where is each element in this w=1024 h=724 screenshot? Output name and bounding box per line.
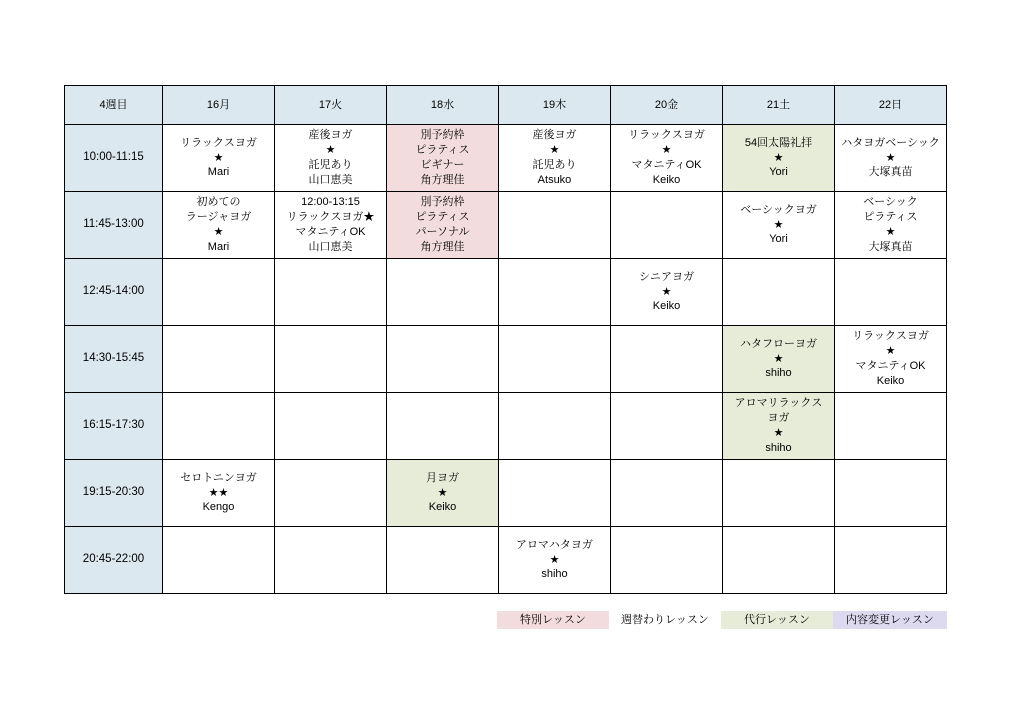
class-entry-line: Mari: [207, 166, 230, 179]
class-entry-line: Keiko: [876, 374, 905, 387]
class-entry: [276, 195, 385, 254]
schedule-cell-empty: [499, 259, 611, 326]
header-day-4: 20金: [611, 86, 723, 125]
schedule-cell-empty: [835, 393, 947, 460]
table-header: [65, 86, 947, 125]
class-entry-line: リラックスヨガ: [628, 129, 705, 142]
class-entry-line: 山口恵美: [308, 173, 353, 186]
class-entry-line: ★: [773, 427, 784, 439]
time-slot-label: 11:45-13:00: [65, 192, 163, 259]
class-entry-line: マタニティOK: [631, 159, 702, 171]
class-entry-line: 産後ヨガ: [308, 129, 353, 142]
class-entry-line: ★: [773, 352, 784, 365]
class-entry-line: ★: [661, 285, 672, 298]
schedule-cell-empty: [387, 527, 499, 594]
schedule-cell-empty: [163, 393, 275, 460]
time-slot-label: 10:00-11:15: [65, 125, 163, 192]
class-entry-line: ヨガ: [767, 412, 790, 425]
class-entry-line: 託児あり: [532, 159, 577, 171]
schedule-cell-class[interactable]: [499, 125, 611, 192]
class-entry-line: ピラティス: [863, 211, 918, 224]
schedule-cell-empty: [275, 460, 387, 527]
class-entry-line: Mari: [207, 240, 230, 253]
class-entry-line: 月ヨガ: [426, 471, 459, 484]
class-entry-line: 12:00-13:15: [301, 196, 360, 209]
class-entry-line: ★: [325, 144, 336, 157]
schedule-cell-empty: [835, 460, 947, 527]
schedule-cell-empty: [611, 527, 723, 594]
class-entry: [724, 396, 833, 455]
schedule-cell-empty: [499, 192, 611, 259]
class-entry-line: マタニティOK: [295, 226, 366, 238]
class-entry-line: 角方理佳: [420, 173, 465, 186]
schedule-cell-class[interactable]: [835, 125, 947, 192]
class-entry-line: ★: [661, 144, 672, 157]
schedule-cell-empty: [275, 259, 387, 326]
header-day-0: 16月: [163, 86, 275, 125]
class-entry-line: ピラティス: [415, 211, 470, 224]
time-slot-label: 20:45-22:00: [65, 527, 163, 594]
class-entry: [612, 128, 721, 187]
schedule-cell-empty: [499, 460, 611, 527]
class-entry-line: 山口恵美: [308, 240, 353, 253]
schedule-cell-empty: [611, 393, 723, 460]
class-entry: [164, 136, 273, 181]
class-entry-line: マタニティOK: [855, 360, 926, 372]
schedule-cell-class[interactable]: [723, 326, 835, 393]
schedule-cell-class[interactable]: [387, 192, 499, 259]
class-entry: [724, 337, 833, 382]
class-entry-line: ベーシック: [863, 196, 918, 209]
class-entry-line: 54回太陽礼拝: [744, 136, 813, 149]
schedule-row: [65, 192, 947, 259]
schedule-cell-class[interactable]: [723, 192, 835, 259]
schedule-cell-empty: [611, 192, 723, 259]
schedule-cell-empty: [275, 393, 387, 460]
schedule-cell-empty: [499, 326, 611, 393]
class-entry-line: ラージャヨガ: [185, 211, 252, 224]
legend-changed-lesson: 内容変更レッスン: [833, 611, 947, 629]
class-entry-line: Kengo: [202, 501, 235, 514]
header-week-label: 4週目: [65, 86, 163, 125]
class-schedule-table: [64, 85, 947, 594]
class-entry-line: Atsuko: [537, 173, 572, 186]
class-entry-line: リラックスヨガ: [852, 330, 929, 343]
class-entry-line: Keiko: [428, 501, 457, 514]
schedule-row: [65, 326, 947, 393]
class-entry-line: アロマリラックス: [734, 397, 823, 410]
class-entry: [500, 538, 609, 583]
time-slot-label: 16:15-17:30: [65, 393, 163, 460]
schedule-cell-empty: [611, 460, 723, 527]
schedule-cell-empty: [387, 326, 499, 393]
header-day-5: 21土: [723, 86, 835, 125]
header-day-2: 18水: [387, 86, 499, 125]
schedule-cell-class[interactable]: [723, 393, 835, 460]
class-entry-line: ピラティス: [415, 144, 470, 157]
class-entry-line: ベーシックヨガ: [740, 203, 817, 216]
schedule-row: [65, 125, 947, 192]
schedule-cell-class[interactable]: [275, 125, 387, 192]
class-entry-line: 別予約枠: [420, 196, 465, 209]
class-entry: [836, 195, 945, 254]
schedule-cell-empty: [835, 259, 947, 326]
class-entry-line: ★: [549, 144, 560, 157]
class-entry: [612, 270, 721, 315]
schedule-cell-class[interactable]: [499, 527, 611, 594]
header-day-6: 22日: [835, 86, 947, 125]
schedule-cell-empty: [723, 259, 835, 326]
class-entry-line: ★: [885, 345, 896, 358]
schedule-container: [64, 85, 946, 594]
schedule-cell-empty: [163, 326, 275, 393]
table-body: [65, 125, 947, 594]
time-slot-label: 12:45-14:00: [65, 259, 163, 326]
class-entry: [388, 195, 497, 254]
legend-substitute-lesson: 代行レッスン: [721, 611, 833, 629]
class-entry-line: シニアヨガ: [639, 270, 694, 283]
schedule-row: [65, 393, 947, 460]
schedule-cell-class[interactable]: [723, 125, 835, 192]
class-entry-line: shiho: [541, 568, 568, 581]
class-entry-line: リラックスヨガ: [180, 136, 257, 149]
class-entry-line: リラックスヨガ★: [286, 211, 375, 224]
legend: [497, 611, 947, 629]
schedule-cell-class[interactable]: [387, 460, 499, 527]
class-entry-line: ハタフローヨガ: [740, 337, 817, 350]
class-entry-line: ★: [549, 553, 560, 566]
schedule-cell-class[interactable]: [163, 192, 275, 259]
schedule-cell-class[interactable]: [611, 125, 723, 192]
class-entry: [724, 136, 833, 181]
class-entry-line: Keiko: [652, 300, 681, 313]
schedule-cell-empty: [163, 259, 275, 326]
time-slot-label: 19:15-20:30: [65, 460, 163, 527]
schedule-cell-class[interactable]: [835, 326, 947, 393]
class-entry: [164, 471, 273, 516]
class-entry-line: アロマハタヨガ: [516, 538, 593, 551]
class-entry-line: ★: [213, 151, 224, 164]
class-entry-line: ★: [885, 151, 896, 164]
class-entry-line: ビギナー: [420, 159, 465, 171]
legend-weekly-lesson: 週替わりレッスン: [609, 611, 721, 629]
class-entry-line: ★: [773, 151, 784, 164]
class-entry-line: ハタヨガベーシック: [841, 136, 940, 149]
class-entry-line: 初めての: [196, 196, 241, 209]
schedule-cell-class[interactable]: [163, 460, 275, 527]
schedule-row: [65, 460, 947, 527]
class-entry-line: shiho: [765, 441, 792, 454]
class-entry-line: 角方理佳: [420, 240, 465, 253]
header-day-3: 19木: [499, 86, 611, 125]
class-entry-line: パーソナル: [415, 226, 470, 238]
class-entry: [388, 128, 497, 187]
legend-special-lesson: 特別レッスン: [497, 611, 609, 629]
class-entry-line: shiho: [765, 367, 792, 380]
class-entry-line: ★: [773, 218, 784, 231]
class-entry-line: ★★: [208, 486, 229, 499]
class-entry-line: 別予約枠: [420, 129, 465, 142]
class-entry-line: ★: [437, 486, 448, 499]
schedule-row: [65, 527, 947, 594]
schedule-cell-empty: [611, 326, 723, 393]
class-entry-line: ★: [885, 226, 896, 238]
class-entry: [276, 128, 385, 187]
schedule-cell-class[interactable]: [275, 192, 387, 259]
schedule-cell-empty: [275, 527, 387, 594]
schedule-cell-empty: [835, 527, 947, 594]
class-entry-line: セロトニンヨガ: [180, 471, 257, 484]
schedule-cell-empty: [499, 393, 611, 460]
class-entry: [836, 329, 945, 388]
header-day-1: 17火: [275, 86, 387, 125]
class-entry: [836, 136, 945, 181]
class-entry-line: 大塚真苗: [868, 166, 913, 179]
schedule-cell-class[interactable]: [387, 125, 499, 192]
class-entry: [724, 203, 833, 248]
class-entry-line: 産後ヨガ: [532, 129, 577, 142]
class-entry-line: 託児あり: [308, 159, 353, 171]
schedule-cell-empty: [723, 460, 835, 527]
schedule-cell-empty: [275, 326, 387, 393]
class-entry: [164, 195, 273, 254]
class-entry: [388, 471, 497, 516]
schedule-cell-class[interactable]: [835, 192, 947, 259]
class-entry-line: ★: [213, 226, 224, 238]
class-entry-line: Keiko: [652, 173, 681, 186]
schedule-cell-empty: [163, 527, 275, 594]
schedule-row: [65, 259, 947, 326]
schedule-cell-empty: [387, 393, 499, 460]
schedule-cell-class[interactable]: [163, 125, 275, 192]
class-entry-line: Yori: [769, 166, 788, 179]
class-entry-line: Yori: [769, 233, 788, 246]
class-entry-line: 大塚真苗: [868, 240, 913, 253]
header-row: [65, 86, 947, 125]
schedule-cell-empty: [723, 527, 835, 594]
schedule-cell-class[interactable]: [611, 259, 723, 326]
time-slot-label: 14:30-15:45: [65, 326, 163, 393]
schedule-cell-empty: [387, 259, 499, 326]
class-entry: [500, 128, 609, 187]
